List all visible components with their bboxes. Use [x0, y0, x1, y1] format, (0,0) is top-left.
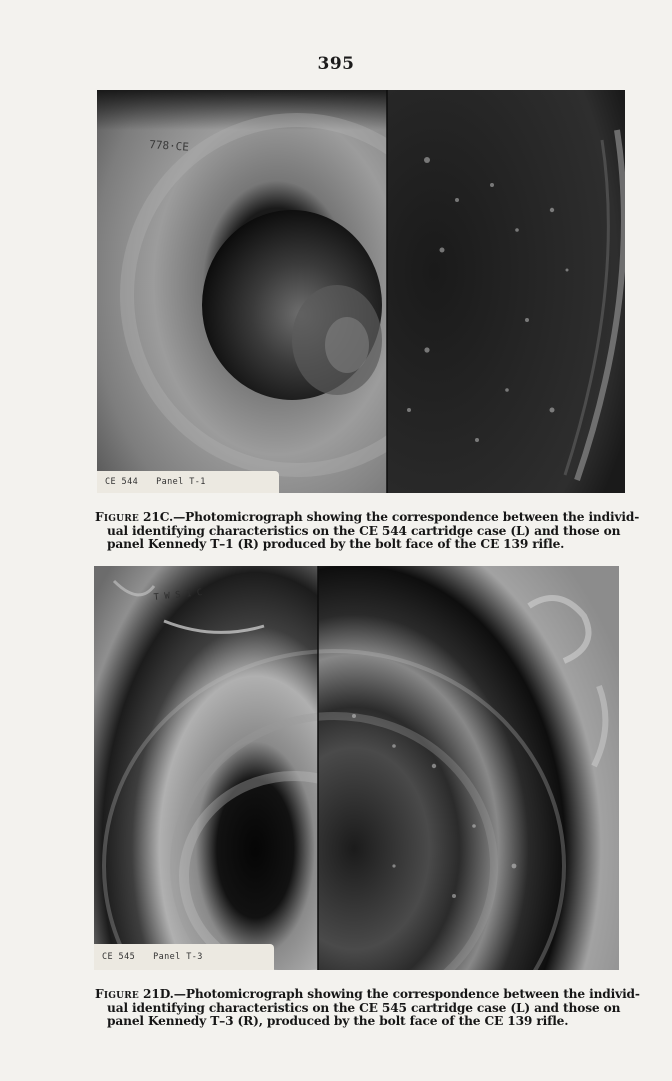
- figure-label: Figure: [95, 510, 139, 524]
- figure-id: 21C.—: [143, 510, 186, 524]
- panel-name: Panel T-1: [156, 477, 206, 487]
- panel-label-21d: [94, 944, 274, 970]
- caption-line-1: Photomicrograph showing the correspondence between the individ-: [185, 987, 640, 1001]
- svg-text:T W S 1 C: T W S 1 C: [153, 587, 203, 603]
- figure-label: Figure: [95, 987, 139, 1001]
- caption-line-2: ual identifying characteristics on the CE 544 cartridge case (L) and those on: [107, 523, 621, 538]
- figure-id: 21D.—: [143, 987, 186, 1001]
- panel-name: Panel T-3: [153, 952, 203, 962]
- panel-label-21c: [97, 471, 279, 493]
- caption-line-3: panel Kennedy T–3 (R), produced by the bolt face of the CE 139 rifle.: [107, 1014, 569, 1029]
- figure-21c-caption: [95, 510, 640, 552]
- caption-line-1: Photomicrograph showing the correspondence between the individ-: [185, 510, 640, 524]
- photomicrograph-21c-image: [97, 90, 625, 493]
- caption-line-3: panel Kennedy T–1 (R) produced by the bolt face of the CE 139 rifle.: [107, 537, 565, 552]
- page-number: 395: [317, 54, 355, 74]
- panel-case-number: CE 545: [102, 952, 136, 962]
- photomicrograph-figure-21c: [97, 90, 625, 493]
- svg-text:778·CE: 778·CE: [148, 138, 190, 154]
- caption-line-2: ual identifying characteristics on the CE 545 cartridge case (L) and those on: [107, 1000, 621, 1015]
- photomicrograph-21d-image: [94, 566, 619, 970]
- photomicrograph-figure-21d: [94, 566, 619, 970]
- panel-case-number: CE 544: [105, 477, 139, 487]
- figure-21d-caption: [95, 987, 640, 1029]
